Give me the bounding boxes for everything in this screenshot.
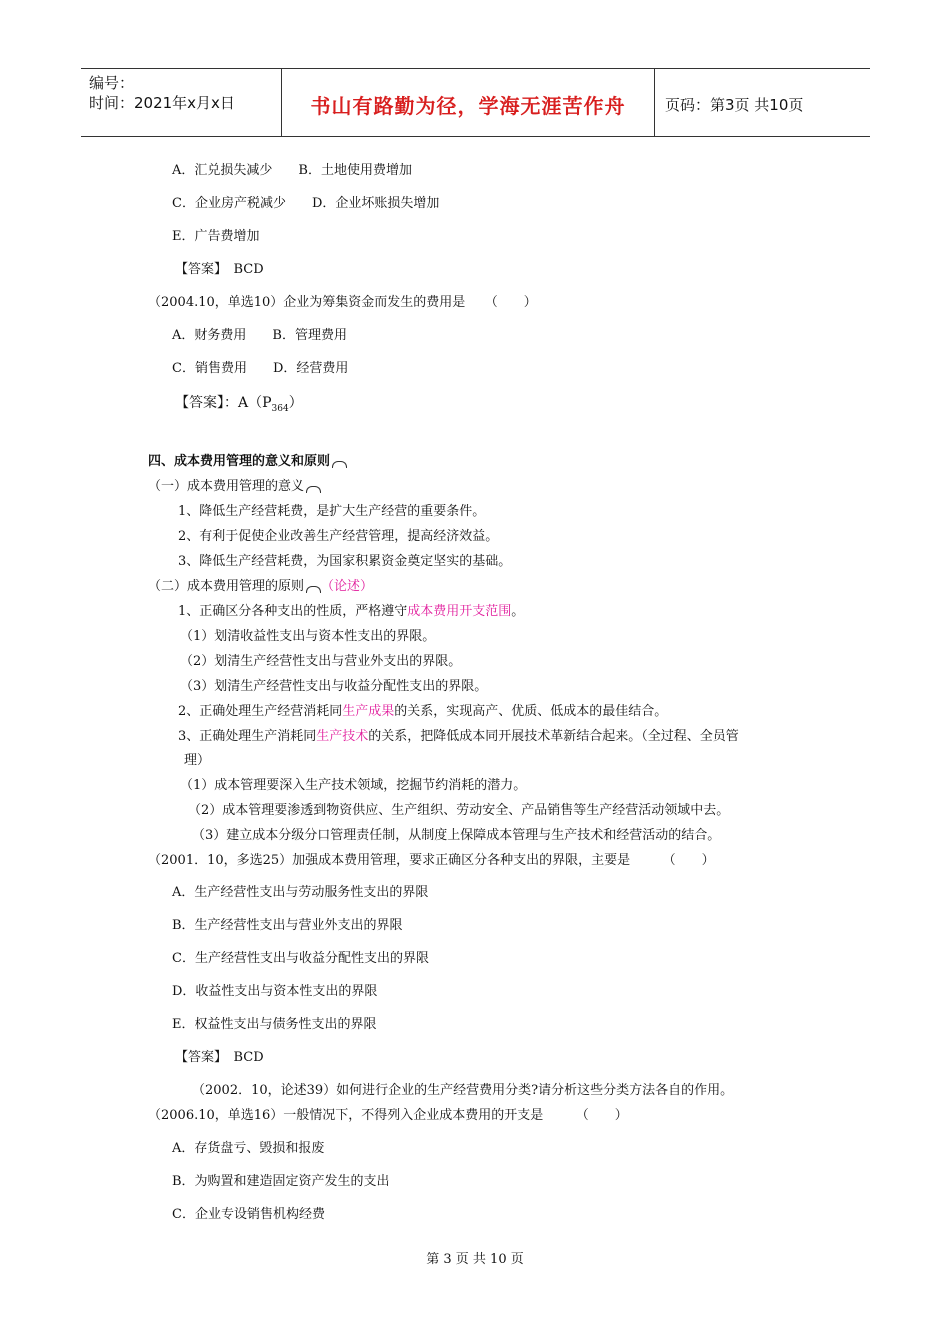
q2-answer-page: 364 xyxy=(271,403,289,414)
principle-1 xyxy=(178,604,524,620)
list-item: （2）划清生产经营性支出与营业外支出的界限。 xyxy=(180,654,462,669)
principle-text-end: 。 xyxy=(511,604,525,619)
q2-answer-close: ） xyxy=(288,395,303,411)
motto: 书山有路勤为径，学海无涯苦作舟 xyxy=(310,94,626,118)
header-motto-cell xyxy=(282,69,655,136)
header-page-cell xyxy=(655,69,870,136)
q3-option: E．权益性支出与债务性支出的界限 xyxy=(172,1017,377,1032)
essay-tag: （论述） xyxy=(321,579,374,594)
q2-answer xyxy=(175,395,303,417)
subsection-title xyxy=(148,579,373,595)
highlight-term: 生产成果 xyxy=(342,704,395,719)
subsection-title-text: （二）成本费用管理的原则 xyxy=(148,579,305,594)
list-item: 1、降低生产经营耗费，是扩大生产经营的重要条件。 xyxy=(178,504,486,519)
anchor-mark-icon xyxy=(306,586,321,593)
principle-text: 1、正确区分各种支出的性质，严格遵守 xyxy=(178,604,408,619)
principle-3 xyxy=(178,729,739,745)
list-item: 3、降低生产经营耗费，为国家积累资金奠定坚实的基础。 xyxy=(178,554,512,569)
list-item: （1）划清收益性支出与资本性支出的界限。 xyxy=(180,629,436,644)
highlight-term: 成本费用开支范围 xyxy=(407,604,512,619)
q1-option-line: A．汇兑损失减少 B．土地使用费增加 xyxy=(172,163,412,178)
list-item: （1）成本管理要深入生产技术领域，挖掘节约消耗的潜力。 xyxy=(180,778,527,793)
q2-option-line: C．销售费用 D．经营费用 xyxy=(172,361,349,376)
principle-text-end: 的关系，实现高产、优质、低成本的最佳结合。 xyxy=(394,704,668,719)
page-footer: 第 3 页 共 10 页 xyxy=(426,1252,524,1267)
page-code: 页码：第3页 共10页 xyxy=(665,96,804,114)
q2-option-line: A．财务费用 B．管理费用 xyxy=(172,328,347,343)
q2-answer-text: 【答案】：A（P xyxy=(175,395,272,411)
q1-option-line: E．广告费增加 xyxy=(172,229,260,244)
section-title-text: 四、成本费用管理的意义和原则 xyxy=(148,454,331,469)
page-header xyxy=(81,68,870,137)
header-meta-cell xyxy=(81,69,282,136)
principle-text-end: 的关系，把降低成本同开展技术革新结合起来。（全过程、全员管 xyxy=(368,729,739,744)
q3-option: C．生产经营性支出与收益分配性支出的界限 xyxy=(172,951,429,966)
q5-option: B．为购置和建造固定资产发生的支出 xyxy=(172,1174,390,1189)
q3-answer: 【答案】 BCD xyxy=(175,1050,264,1065)
principle-text: 2、正确处理生产经营消耗同 xyxy=(178,704,343,719)
principle-3-cont: 理） xyxy=(184,753,211,768)
q2-stem: （2004.10，单选10）企业为筹集资金而发生的费用是 （ ） xyxy=(148,295,537,310)
anchor-mark-icon xyxy=(306,486,321,493)
q3-option: D．收益性支出与资本性支出的界限 xyxy=(172,984,378,999)
q1-answer: 【答案】 BCD xyxy=(175,262,264,277)
q3-option: A．生产经营性支出与劳动服务性支出的界限 xyxy=(172,885,429,900)
q3-option: B．生产经营性支出与营业外支出的界限 xyxy=(172,918,403,933)
date-line: 时间：2021年x月x日 xyxy=(89,94,235,112)
list-item: （2）成本管理要渗透到物资供应、生产组织、劳动安全、产品销售等生产经营活动领域中去。 xyxy=(188,803,730,818)
principle-2 xyxy=(178,704,667,720)
list-item: （3）划清生产经营性支出与收益分配性支出的界限。 xyxy=(180,679,488,694)
q5-option: C．企业专设销售机构经费 xyxy=(172,1207,325,1222)
section-title xyxy=(148,454,347,470)
q3-stem: （2001．10，多选25）加强成本费用管理，要求正确区分各种支出的界限，主要是 （ ） xyxy=(148,853,715,868)
highlight-term: 生产技术 xyxy=(316,729,369,744)
anchor-mark-icon xyxy=(332,461,347,468)
list-item: （3）建立成本分级分口管理责任制，从制度上保障成本管理与生产技术和经营活动的结合。 xyxy=(192,828,721,843)
subsection-title-text: （一）成本费用管理的意义 xyxy=(148,479,305,494)
serial-label: 编号： xyxy=(89,74,135,92)
subsection-title xyxy=(148,479,321,495)
q5-stem: （2006.10，单选16）一般情况下，不得列入企业成本费用的开支是 （ ） xyxy=(148,1108,628,1123)
q1-option-line: C．企业房产税减少 D．企业坏账损失增加 xyxy=(172,196,440,211)
principle-text: 3、正确处理生产消耗同 xyxy=(178,729,317,744)
q5-option: A．存货盘亏、毁损和报废 xyxy=(172,1141,325,1156)
list-item: 2、有利于促使企业改善生产经营管理，提高经济效益。 xyxy=(178,529,499,544)
q4-stem: （2002．10，论述39）如何进行企业的生产经营费用分类?请分析这些分类方法各自的作用。 xyxy=(192,1083,734,1098)
